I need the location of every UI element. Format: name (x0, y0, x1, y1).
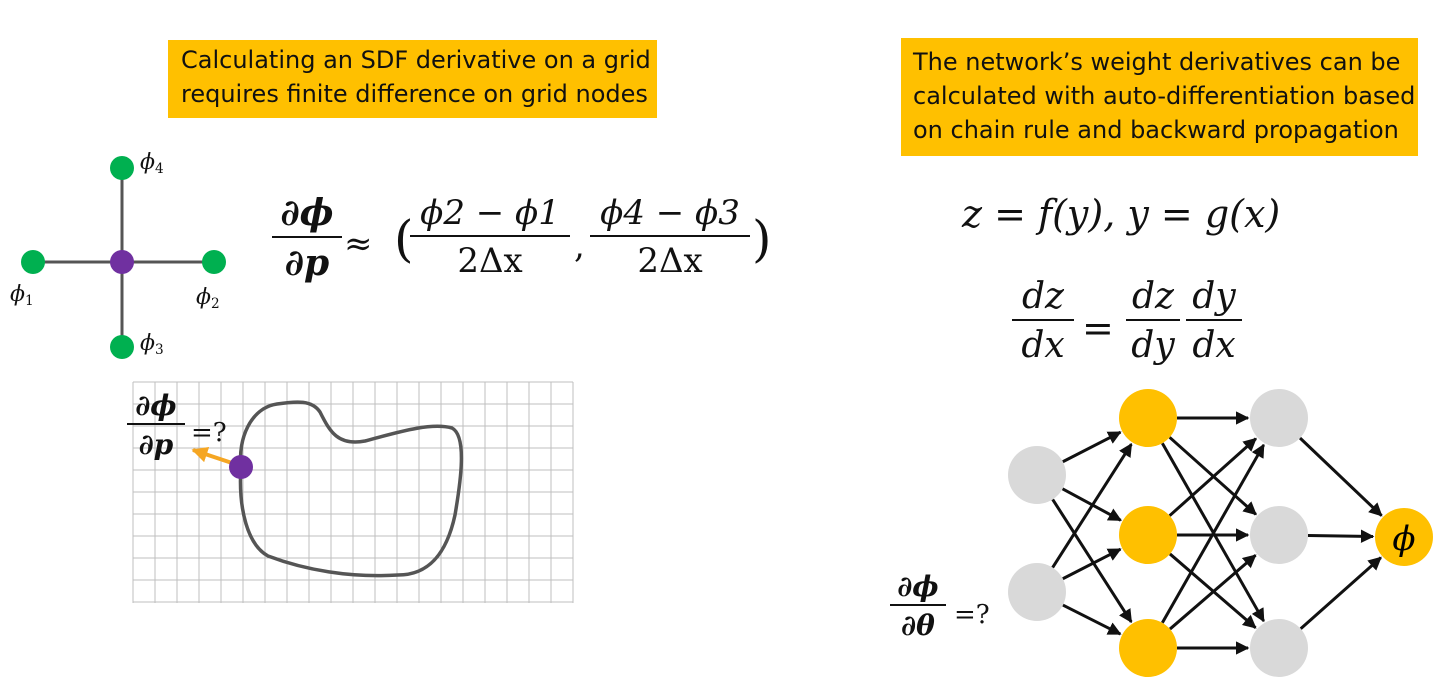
output-node-label: ϕ (1392, 519, 1416, 559)
right-callout-line-2: calculated with auto-differentiation based (913, 82, 1416, 110)
network-edge (1300, 438, 1382, 516)
stencil-node-phi2 (202, 250, 226, 274)
hidden1-node-1 (1119, 389, 1177, 447)
query-point (229, 455, 253, 479)
formula-term1: ϕ2 − ϕ1 2Δx (410, 193, 570, 281)
hidden1-node-2 (1119, 506, 1177, 564)
formula-lhs: ∂ϕ ∂p (272, 192, 342, 284)
chain-rule-term1: dz dy (1126, 276, 1180, 366)
chain-rule-term2: dy dx (1186, 276, 1242, 366)
stencil-center-node (110, 250, 134, 274)
left-callout-line-2: requires finite difference on grid nodes (181, 80, 648, 108)
sdf-contour (240, 402, 461, 576)
network-edge (1063, 549, 1121, 579)
stencil-node-phi4 (110, 156, 134, 180)
finite-difference-stencil (21, 156, 226, 359)
network-question-mark: =? (954, 600, 990, 630)
grid-question-mark: =? (191, 418, 227, 448)
network-gradient-question: ∂ϕ ∂θ (890, 570, 946, 642)
network-edge (1053, 499, 1132, 622)
right-callout-line-1: The network’s weight derivatives can be (913, 48, 1401, 76)
left-callout-line-1: Calculating an SDF derivative on a grid (181, 46, 651, 74)
composition-equation: z = f(y), y = g(x) (962, 192, 1281, 236)
formula-open-paren: ( (394, 210, 414, 268)
chain-rule-lhs: dz dx (1012, 276, 1074, 366)
formula-close-paren: ) (752, 210, 772, 268)
input-node-1 (1008, 446, 1066, 504)
network-edge (1063, 605, 1120, 634)
hidden2-node-3 (1250, 619, 1308, 677)
formula-term2: ϕ4 − ϕ3 2Δx (590, 193, 750, 281)
hidden2-node-2 (1250, 506, 1308, 564)
label-phi4: $\phi_4$ (140, 150, 164, 177)
network-edge (1063, 432, 1121, 462)
formula-comma: , (574, 226, 585, 266)
hidden1-node-3 (1119, 619, 1177, 677)
network-edges (1053, 418, 1382, 648)
formula-approx: ≈ (344, 224, 373, 264)
chain-rule-equals: = (1082, 306, 1114, 350)
stencil-node-phi1 (21, 250, 45, 274)
label-phi2: $\phi_2$ (196, 285, 220, 312)
network-edge (1301, 558, 1381, 629)
network-edge (1308, 535, 1373, 536)
right-callout-line-3: on chain rule and backward propagation (913, 116, 1399, 144)
grid-gradient-question: ∂ϕ ∂p (127, 389, 185, 461)
label-phi1: $\phi_1$ (10, 282, 34, 309)
input-node-2 (1008, 563, 1066, 621)
sdf-grid (133, 382, 573, 603)
stencil-node-phi3 (110, 335, 134, 359)
neural-network (1008, 389, 1433, 677)
hidden2-node-1 (1250, 389, 1308, 447)
label-phi3: $\phi_3$ (140, 331, 164, 358)
